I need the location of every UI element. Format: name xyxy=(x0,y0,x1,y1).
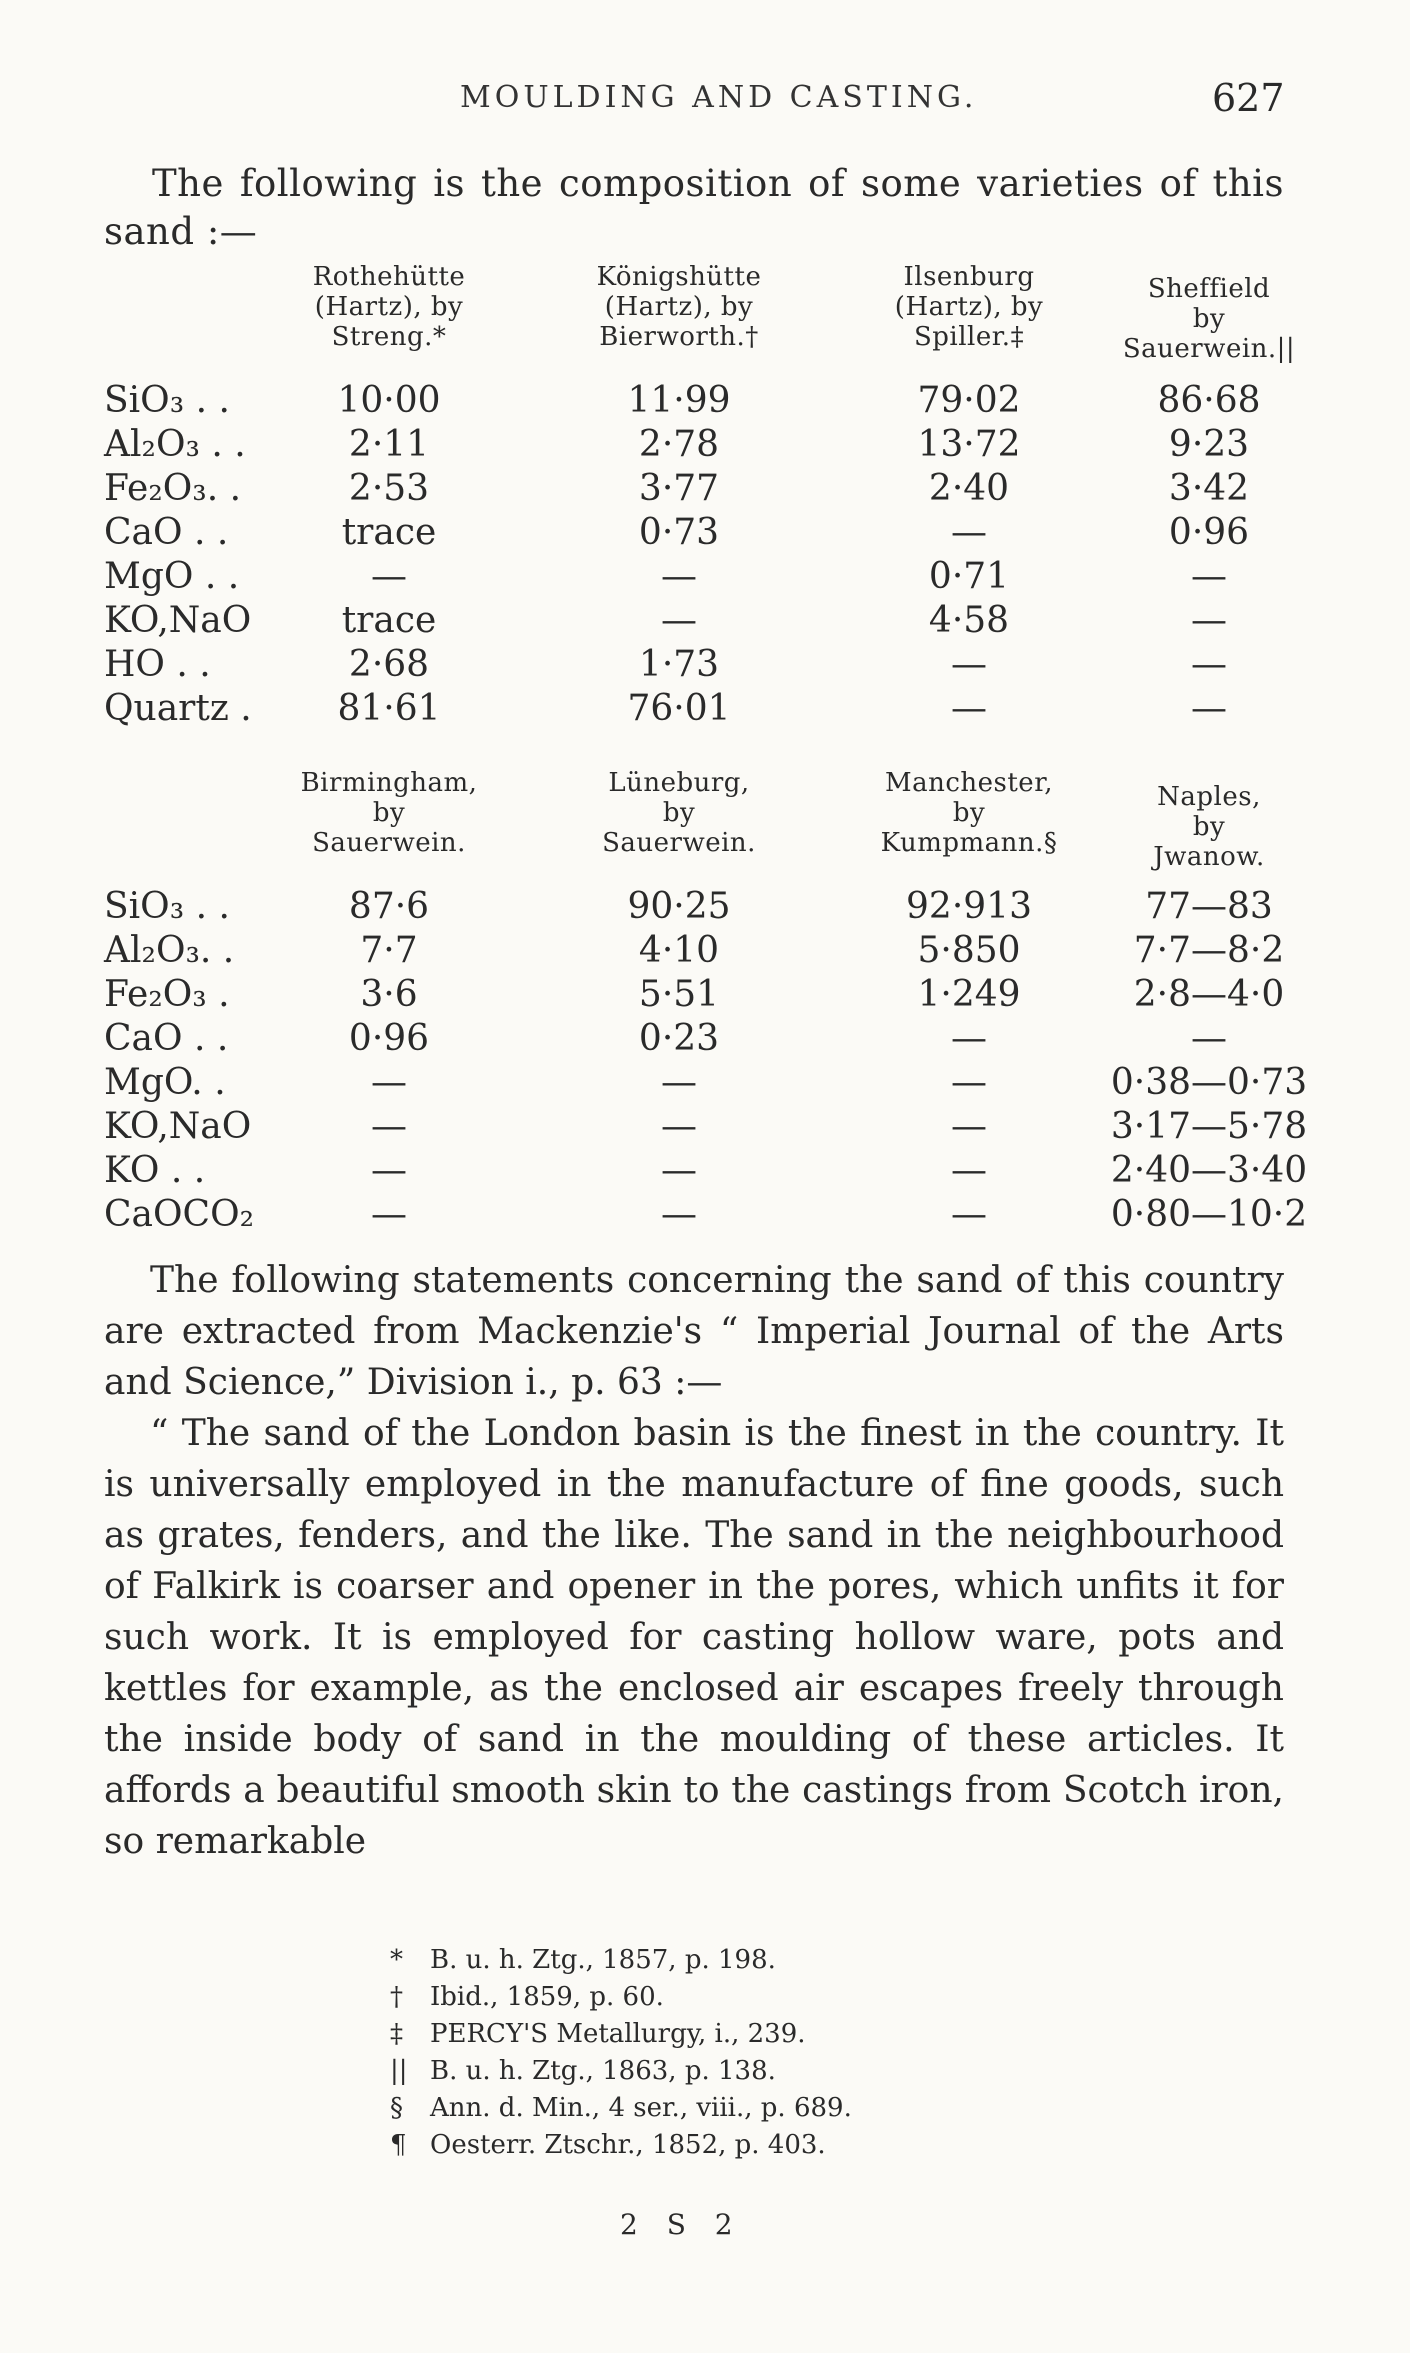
footnote-text: Ibid., 1859, p. 60. xyxy=(430,1982,664,2012)
table-cell: 4·58 xyxy=(928,600,1010,641)
table-cell: 2·68 xyxy=(348,644,430,685)
column-header xyxy=(844,262,1094,352)
table-cell: 86·68 xyxy=(1157,380,1261,421)
table-cell: 3·77 xyxy=(638,468,720,509)
column-header-line: (Hartz), by xyxy=(314,292,464,322)
table-cell: — xyxy=(951,1106,987,1147)
footnote-mark: § xyxy=(390,2093,403,2123)
footnote xyxy=(390,1942,1090,1979)
table-cell: — xyxy=(1191,556,1227,597)
table-cell: 81·61 xyxy=(337,688,441,729)
column-header-line: Birmingham, xyxy=(300,768,478,798)
table-cell: — xyxy=(951,688,987,729)
column-header-line: Ilsenburg xyxy=(903,262,1035,292)
table-cell: 5·51 xyxy=(638,974,720,1015)
table-row xyxy=(104,556,1284,600)
table-cell: — xyxy=(371,1150,407,1191)
table-row xyxy=(104,644,1284,688)
table-cell: 87·6 xyxy=(348,886,430,927)
column-header xyxy=(554,262,804,352)
table-cell: 7·7 xyxy=(360,930,418,971)
row-label: Fe₂O₃ . xyxy=(104,974,230,1015)
table-cell: 1·73 xyxy=(638,644,720,685)
footnote xyxy=(390,2016,1090,2053)
column-header-line: Lüneburg, xyxy=(608,768,750,798)
footnote-text: Oesterr. Ztschr., 1852, p. 403. xyxy=(430,2130,826,2160)
table-cell: trace xyxy=(341,600,437,641)
table-cell: 2·40 xyxy=(928,468,1010,509)
table-row xyxy=(104,468,1284,512)
signature-mark: 2 S 2 xyxy=(620,2208,743,2241)
table-cell: 2·53 xyxy=(348,468,430,509)
column-header xyxy=(264,768,514,858)
footnote-text: Ann. d. Min., 4 ser., viii., p. 689. xyxy=(430,2093,852,2123)
table-cell: — xyxy=(1191,1018,1227,1059)
row-label: CaOCO₂ xyxy=(104,1194,255,1235)
row-label: MgO. . xyxy=(104,1062,226,1103)
table-row xyxy=(104,1062,1308,1106)
table-row xyxy=(104,886,1284,930)
table-cell: — xyxy=(661,1194,697,1235)
table-row xyxy=(104,688,1284,732)
column-header-line: by xyxy=(1192,304,1226,334)
table-row xyxy=(104,600,1284,644)
table-cell: — xyxy=(951,512,987,553)
column-header-line: Sauerwein.|| xyxy=(1122,334,1296,364)
intro-line-1: The following is the composition of some varieties of this xyxy=(152,162,1284,205)
column-header xyxy=(554,768,804,858)
column-header xyxy=(1084,274,1334,364)
intro-line-2: sand :— xyxy=(104,210,258,253)
column-header-line: Kumpmann.§ xyxy=(880,828,1058,858)
table-cell: 4·10 xyxy=(638,930,720,971)
paragraph: The following statements concerning the sand of this country are extracted from Mackenzie's “ Imperial Journal of the Arts and Science,” Division i., p. 63 :— xyxy=(104,1260,1284,1403)
column-header xyxy=(1084,782,1334,872)
table-cell: 3·17—5·78 xyxy=(1110,1106,1308,1147)
intro-paragraph xyxy=(104,160,1284,256)
table-row xyxy=(104,1018,1284,1062)
row-label: Fe₂O₃. . xyxy=(104,468,242,509)
column-header-line: Königshütte xyxy=(596,262,762,292)
table-cell: — xyxy=(1191,644,1227,685)
table-cell: — xyxy=(371,1106,407,1147)
column-header-line: Naples, xyxy=(1157,782,1261,812)
row-label: Quartz . xyxy=(104,688,252,729)
footnote xyxy=(390,1979,1090,2016)
table-row xyxy=(104,380,1284,424)
column-header-line: Spiller.‡ xyxy=(913,322,1025,352)
table-cell: 9·23 xyxy=(1168,424,1250,465)
table-row xyxy=(104,1194,1308,1238)
body-text xyxy=(104,1255,1284,1867)
table-cell: 92·913 xyxy=(906,886,1032,927)
table-cell: — xyxy=(661,556,697,597)
row-label: Al₂O₃. . xyxy=(104,930,235,971)
table-cell: 2·8—4·0 xyxy=(1133,974,1285,1015)
table-cell: 2·11 xyxy=(348,424,430,465)
table-cell: 2·40—3·40 xyxy=(1110,1150,1308,1191)
footnote-mark: ‡ xyxy=(390,2019,403,2049)
table-row xyxy=(104,1150,1308,1194)
table-row xyxy=(104,974,1284,1018)
row-label: HO . . xyxy=(104,644,211,685)
column-header-line: by xyxy=(1192,812,1226,842)
footnote-text: B. u. h. Ztg., 1863, p. 138. xyxy=(430,2056,776,2086)
paragraph: “ The sand of the London basin is the finest in the country. It is universally employed in the manufacture of fine goods, such as grates, fenders, and the like. The sand in the neighbourhood of Falkirk is coarser and opener in the pores, which unfits it for such work. It is employed for casting hollow ware, pots and kettles for example, as the enclosed air escapes freely through the inside body of sand in the moulding of these articles. It affords a beautiful smooth skin to the castings from Scotch iron, so remarkable xyxy=(104,1413,1284,1862)
table-cell: — xyxy=(661,1150,697,1191)
column-header-line: Sheffield xyxy=(1147,274,1271,304)
row-label: KO,NaO xyxy=(104,1106,252,1147)
table-cell: — xyxy=(371,1194,407,1235)
table-cell: — xyxy=(661,1106,697,1147)
table-cell: 2·78 xyxy=(638,424,720,465)
table-cell: — xyxy=(661,600,697,641)
column-header xyxy=(844,768,1094,858)
table-row xyxy=(104,1106,1308,1150)
table-cell: — xyxy=(371,1062,407,1103)
table-cell: — xyxy=(661,1062,697,1103)
table-cell: 76·01 xyxy=(627,688,731,729)
table-cell: 11·99 xyxy=(627,380,731,421)
row-label: SiO₃ . . xyxy=(104,380,230,421)
table-cell: — xyxy=(951,1062,987,1103)
row-label: CaO . . xyxy=(104,512,229,553)
table-cell: trace xyxy=(341,512,437,553)
table-row xyxy=(104,930,1284,974)
footnote xyxy=(390,2053,1090,2090)
table-cell: 0·73 xyxy=(638,512,720,553)
column-header-line: by xyxy=(662,798,696,828)
footnote-text: B. u. h. Ztg., 1857, p. 198. xyxy=(430,1945,776,1975)
table-cell: 0·96 xyxy=(348,1018,430,1059)
column-header-line: by xyxy=(952,798,986,828)
table-cell: 3·6 xyxy=(360,974,418,1015)
row-label: MgO . . xyxy=(104,556,240,597)
footnote xyxy=(390,2127,1090,2164)
column-header-line: Bierworth.† xyxy=(599,322,759,352)
footnote-mark: * xyxy=(390,1945,403,1975)
column-header-line: Streng.* xyxy=(331,322,447,352)
column-header-line: (Hartz), by xyxy=(894,292,1044,322)
table-cell: 1·249 xyxy=(917,974,1021,1015)
page-number: 627 xyxy=(1212,76,1285,120)
row-label: CaO . . xyxy=(104,1018,229,1059)
column-header-line: Sauerwein. xyxy=(312,828,466,858)
row-label: KO,NaO xyxy=(104,600,252,641)
table-cell: 7·7—8·2 xyxy=(1133,930,1285,971)
footnote xyxy=(390,2090,1090,2127)
table-cell: — xyxy=(951,644,987,685)
footnote-mark: † xyxy=(390,1982,403,2012)
table-cell: — xyxy=(371,556,407,597)
table-cell: — xyxy=(951,1018,987,1059)
page-header xyxy=(0,70,1410,130)
column-header-line: (Hartz), by xyxy=(604,292,754,322)
table-cell: 3·42 xyxy=(1168,468,1250,509)
table-cell: 79·02 xyxy=(917,380,1021,421)
column-header xyxy=(264,262,514,352)
table-cell: — xyxy=(1191,688,1227,729)
table-cell: 0·96 xyxy=(1168,512,1250,553)
table-cell: 5·850 xyxy=(917,930,1021,971)
row-label: SiO₃ . . xyxy=(104,886,230,927)
table-cell: — xyxy=(1191,600,1227,641)
table-cell: 77—83 xyxy=(1145,886,1273,927)
footnote-mark: || xyxy=(390,2056,408,2086)
table-cell: — xyxy=(951,1150,987,1191)
footnotes xyxy=(390,1942,1090,2164)
footnote-mark: ¶ xyxy=(390,2130,407,2160)
table-cell: 0·23 xyxy=(638,1018,720,1059)
table-cell: 0·80—10·2 xyxy=(1110,1194,1308,1235)
column-header-line: Manchester, xyxy=(884,768,1054,798)
running-head: MOULDING AND CASTING. xyxy=(460,80,978,115)
table-cell: 90·25 xyxy=(627,886,731,927)
column-header-line: Sauerwein. xyxy=(602,828,756,858)
column-header-line: by xyxy=(372,798,406,828)
table-cell: 0·38—0·73 xyxy=(1110,1062,1308,1103)
table-row xyxy=(104,424,1284,468)
table-row xyxy=(104,512,1284,556)
footnote-text: PERCY'S Metallurgy, i., 239. xyxy=(430,2019,806,2049)
row-label: Al₂O₃ . . xyxy=(104,424,246,465)
table-cell: 13·72 xyxy=(917,424,1021,465)
table-cell: — xyxy=(951,1194,987,1235)
row-label: KO . . xyxy=(104,1150,206,1191)
table-cell: 0·71 xyxy=(928,556,1010,597)
column-header-line: Rothehütte xyxy=(312,262,466,292)
table-cell: 10·00 xyxy=(337,380,441,421)
column-header-line: Jwanow. xyxy=(1153,842,1265,872)
